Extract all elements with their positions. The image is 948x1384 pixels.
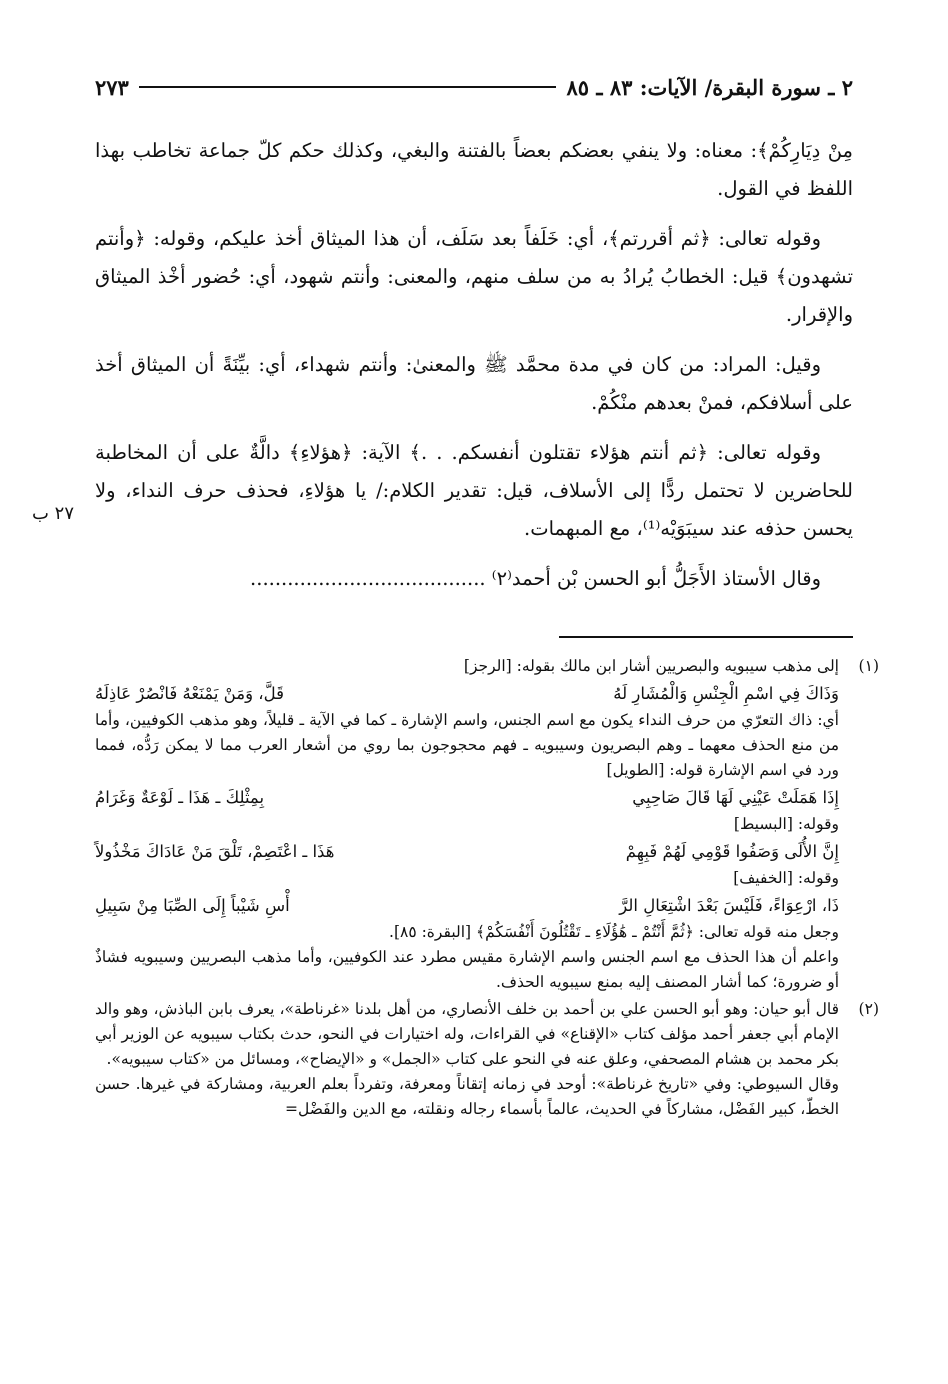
footnote-2 bbox=[95, 997, 879, 1122]
verse-hemistich: إِذَا هَمَلَتْ عَيْنِي لَهَا قَالَ صَاحِبِي bbox=[632, 788, 839, 807]
footnotes bbox=[95, 654, 879, 1124]
verse-hemistich: بِمِثْلِكَ ـ هَذَا ـ لَوْعَةٌ وَغَرَامُ bbox=[95, 788, 265, 807]
manuscript-folio-note: ٢٧ ب bbox=[31, 503, 74, 524]
footnote-body bbox=[95, 654, 839, 995]
footnote-text: واعلم أن هذا الحذف مع اسم الجنس واسم الإشارة مقيس مطرد عند الكوفيين، وأما مذهب البصريين وسيبويه فشاذٌ أو ضرورة؛ كما أشار المصنف إليه بمنع سيبويه الحذف. bbox=[95, 948, 839, 991]
paragraph-1: مِنْ دِيَارِكُمْ﴾: معناه: ولا ينفي بعضكم بعضاً بالفتنة والبغي، وكذلك حكم كلّ جماعة تخاطب بهذا اللفظ في القول. bbox=[95, 139, 853, 200]
header-title: ٢ ـ سورة البقرة/ الآيات: ٨٣ ـ ٨٥ bbox=[566, 74, 853, 100]
header-rule bbox=[139, 86, 557, 88]
footnote-text: أي: ذاك التعرّي من حرف النداء يكون مع اسم الجنس، واسم الإشارة ـ كما في الآية ـ قليلاً، وهو مذهب الكوفيين، وأما من منع الحذف معهما ـ وهم البصريون وسيبويه ـ فهم محجوجون بما روي من أشعار العرب مما لا يمكن رَدُّه، فمما ورد في اسم الإشارة قوله: [الطويل] bbox=[95, 711, 839, 779]
running-header bbox=[95, 72, 853, 102]
verse-hemistich: أْسِ شَيْباً إِلَى الصِّبَا مِنْ سَبِيلِ bbox=[95, 896, 290, 915]
verse-line bbox=[95, 837, 839, 866]
verse-hemistich: إِنَّ الأُلَى وَصَفُوا قَوْمِي لَهُمْ فَبِهِمْ bbox=[625, 842, 839, 861]
paragraph-2: وقوله تعالى: ﴿ثم أقررتم﴾، أي: خَلَفاً بعد سَلَف، أن هذا الميثاق أخذ عليكم، وقوله: ﴿وأنتم تشهدون﴾ قيل: الخطابُ يُرادُ به من سلف منهم، والمعنى: وأنتم شهود، أي: حُضور أخْذ الميثاق والإقرار. bbox=[95, 227, 853, 326]
footnote-text: وقوله: [البسيط] bbox=[733, 815, 839, 833]
verse-line bbox=[95, 783, 839, 812]
verse-hemistich: هَذَا ـ اعْتَصِمْ، تَلْقَ مَنْ عَادَاكَ مَخْذُولاً bbox=[95, 842, 335, 861]
footnote-text: قال أبو حيان: وهو أبو الحسن علي بن أحمد بن خلف الأنصاري، من أهل بلدنا «غرناطة»، يعرف بابن الباذش، وهو والد الإمام أبي جعفر أحمد مؤلف كتاب «الإقناع» في القراءات، وله اختيارات في النحو، حدث بكتاب سيبويه عن الوزير أبي بكر محمد بن هشام المصحفي، وعلق عنه في النحو على كتاب «الجمل» و «الإيضاح»، ومسائل من «كتاب سيبويه». bbox=[95, 1000, 839, 1068]
paragraph-4: وقوله تعالى: ﴿ثم أنتم هؤلاء تقتلون أنفسكم. . .﴾ الآية: ﴿هؤلاءِ﴾ دالَّةٌ على أن المخاطبة للحاضرين لا تحتمل ردًّا إلى الأسلاف، قيل: تقدير الكلام:/ يا هؤلاءِ، فحذف حرف النداء، ولا يحسن حذفه عند سيبَوَيْه⁽¹⁾، مع المبهمات. bbox=[95, 441, 853, 540]
footnote-body bbox=[95, 997, 839, 1122]
verse-hemistich: وَذَاكَ فِي اسْمِ الْجِنْسِ وَالْمُشَارِ لَهُ bbox=[613, 684, 839, 703]
verse-line bbox=[95, 891, 839, 920]
verse-line bbox=[95, 679, 839, 708]
footnote-1 bbox=[95, 654, 879, 995]
footnote-number: (١) bbox=[858, 657, 879, 675]
footnote-text: وقال السيوطي: وفي «تاريخ غرناطة»: أوحد في زمانه إتقاناً ومعرفة، وتفرداً بعلم العربية، ومشاركة في غيرها. حسن الخطّ، كبير الفَضْل، مشاركاً في الحديث، عالماً بأسماء رجاله ونقلته، مع الدين والفَضْل= bbox=[95, 1075, 839, 1118]
verse-hemistich: قَلَّ، وَمَنْ يَمْنَعْهُ فَانْصُرْ عَاذِلَهُ bbox=[95, 684, 284, 703]
footnote-text: إلى مذهب سيبويه والبصريين أشار ابن مالك بقوله: [الرجز] bbox=[463, 657, 839, 675]
main-text bbox=[95, 132, 853, 610]
page-number: ٢٧٣ bbox=[95, 74, 129, 100]
paragraph-3: وقيل: المراد: من كان في مدة محمَّد ﷺ والمعنىٰ: وأنتم شهداء، أي: بيِّنَةً أن الميثاق أخذ على أسلافكم، فمنْ بعدهم منْكُمْ. bbox=[95, 353, 853, 414]
footnote-text: وقوله: [الخفيف] bbox=[733, 869, 839, 887]
paragraph-5: وقال الأستاذ الأَجَلُّ أبو الحسن بْن أحمد⁽٢⁾ ...................................... bbox=[250, 567, 821, 590]
verse-hemistich: ذَا، ارْعِوَاءً، فَلَيْسَ بَعْدَ اشْتِعَالِ الرَّ bbox=[619, 896, 839, 915]
footnote-text: وجعل منه قوله تعالى: ﴿ثُمَّ أَنْتُمْ ـ هَٰؤُلَاءِ ـ تَقْتُلُونَ أَنْفُسَكُمْ﴾ [البقرة: ٨٥]. bbox=[389, 923, 839, 941]
footnote-separator bbox=[559, 636, 853, 638]
footnote-number: (٢) bbox=[858, 1000, 879, 1018]
